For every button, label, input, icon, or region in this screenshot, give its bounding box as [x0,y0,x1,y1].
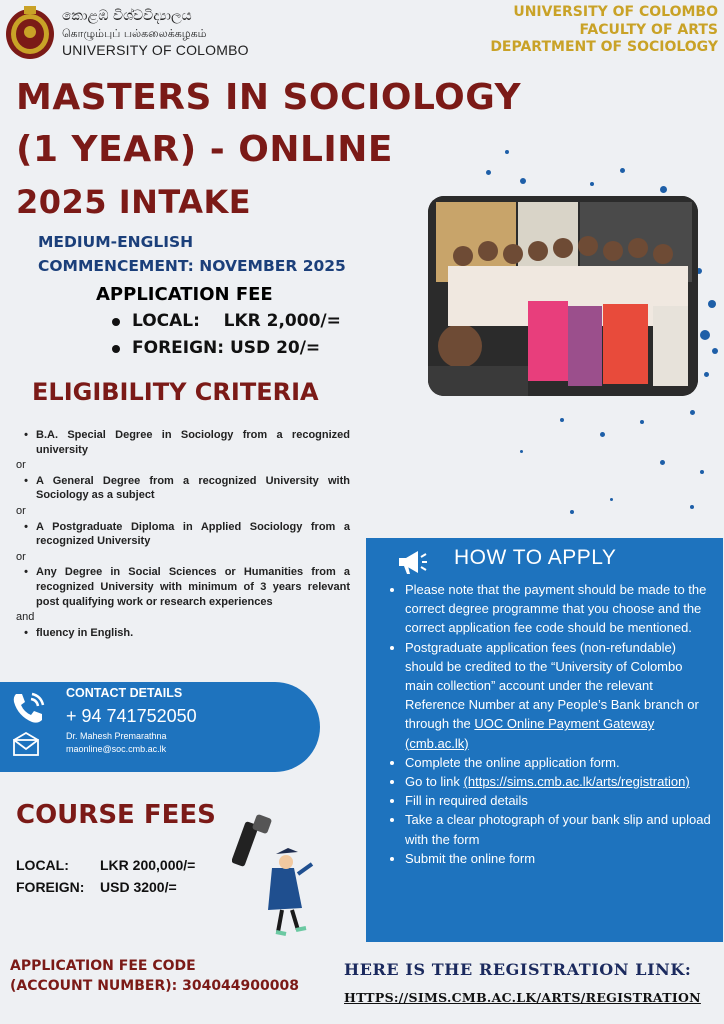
contact-email[interactable]: maonline@soc.cmb.ac.lk [66,744,167,754]
bullet-icon [112,345,120,353]
commencement-text: COMMENCEMENT: NOVEMBER 2025 [38,257,346,275]
apply-step: • Postgraduate application fees (non-refundable) should be credited to the “University of Colombo main collection” account under the relevant Reference Number at any People’s Bank branch or through the UOC Online Payment Gateway (cmb.ac.lk) [405,638,711,753]
registration-link[interactable]: HTTPS://SIMS.CMB.AC.LK/ARTS/REGISTRATION [344,990,701,1005]
faculty-header [490,4,718,57]
apply-step: • Please note that the payment should be made to the correct degree programme that you choose and the correct application fee code should be mentioned. [405,580,711,638]
course-fee-local: LOCAL: LKR 200,000/= [16,857,196,873]
phone-icon [8,688,48,728]
contact-heading: CONTACT DETAILS [66,686,183,700]
apply-step: • Take a clear photograph of your bank slip and upload with the form [405,810,711,848]
eligibility-heading: ELIGIBILITY CRITERIA [32,378,319,406]
course-fees-heading: COURSE FEES [16,800,216,830]
apply-step: • Submit the online form [405,849,711,868]
university-crest-logo [4,4,56,60]
fee-local: LOCAL: LKR 2,000/= [112,308,341,335]
eligibility-and: and [16,611,35,624]
megaphone-icon [396,548,428,576]
apply-step: • Complete the online application form. [405,753,711,772]
university-name-english: UNIVERSITY OF COLOMBO [62,42,249,58]
header-faculty: FACULTY OF ARTS [579,21,718,38]
eligibility-or: or [16,504,26,517]
eligibility-or: or [16,459,26,472]
fee-code-line-1: APPLICATION FEE CODE [10,958,196,974]
title-line-1: MASTERS IN SOCIOLOGY [16,77,522,118]
eligibility-list [16,428,350,640]
contact-name: Dr. Mahesh Premarathna [66,731,167,741]
title-line-2: (1 YEAR) - ONLINE [16,129,394,170]
header-university: UNIVERSITY OF COLOMBO [513,4,718,20]
application-fee-code [10,956,299,996]
fee-foreign: FOREIGN: USD 20/= [112,335,341,362]
eligibility-item: • B.A. Special Degree in Sociology from a recognized university [24,429,350,456]
eligibility-item: • A Postgraduate Diploma in Applied Sociology from a recognized University [24,520,350,548]
how-to-apply-panel [366,538,723,942]
graduate-illustration [232,812,322,938]
programme-info [38,230,346,278]
course-fees-list [16,854,195,898]
contact-phone[interactable]: + 94 741752050 [66,706,197,726]
fee-code-line-2: (ACCOUNT NUMBER): 304044900008 [10,978,299,994]
how-to-apply-heading: HOW TO APPLY [454,546,617,569]
application-fee-heading: APPLICATION FEE [96,284,273,305]
university-name-tamil: கொழும்புப் பல்கலைக்கழகம் [62,27,207,40]
eligibility-item: • Any Degree in Social Sciences or Humanities from a recognized University with minimum of 3 years relevant post qualifying work or research experiences [24,566,350,608]
university-name-sinhala: කොළඹ විශ්වවිද්‍යාලය [62,8,192,24]
eligibility-or: or [16,550,26,563]
registration-link-inline[interactable]: (https://sims.cmb.ac.lk/arts/registration) [463,774,690,790]
application-fee-list [112,308,341,362]
bullet-icon [112,318,120,326]
apply-step: • Fill in required details [405,791,711,810]
apply-steps-list [384,580,711,868]
course-fee-foreign: FOREIGN: USD 3200/= [16,879,177,895]
header-department: DEPARTMENT OF SOCIOLOGY [490,39,718,55]
eligibility-item: • A General Degree from a recognized University with Sociology as a subject [24,474,350,502]
registration-link-heading: HERE IS THE REGISTRATION LINK: [344,960,692,979]
apply-step: • Go to link (https://sims.cmb.ac.lk/arts/registration) [405,772,711,791]
eligibility-item: • fluency in English. [24,626,134,639]
contact-details-panel [0,682,320,772]
group-photo [428,196,698,396]
email-icon [12,732,40,756]
medium-text: MEDIUM-ENGLISH [38,233,194,251]
title-line-3: 2025 INTAKE [16,183,252,221]
payment-gateway-link[interactable]: UOC Online Payment Gateway (cmb.ac.lk) [405,716,655,751]
